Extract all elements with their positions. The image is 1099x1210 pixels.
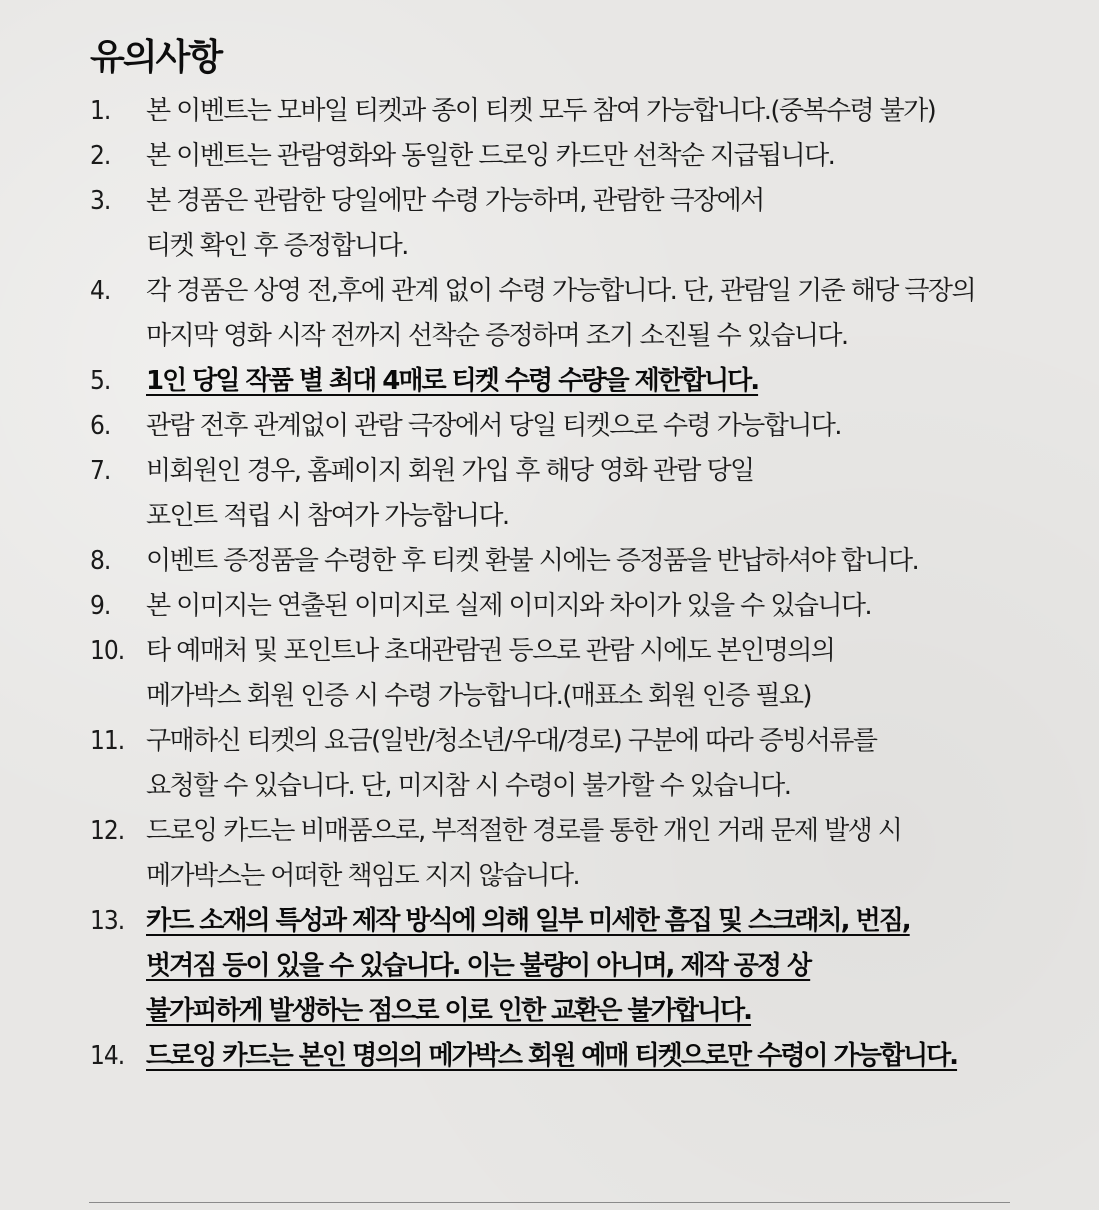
notice-text [146, 584, 871, 629]
notice-item [90, 584, 1010, 629]
notice-text [146, 269, 975, 359]
notice-text-line: 카드 소재의 특성과 제작 방식에 의해 일부 미세한 흠집 및 스크래치, 번짐, [146, 906, 910, 936]
notice-text-line: 본 이벤트는 관람영화와 동일한 드로잉 카드만 선착순 지급됩니다. [146, 141, 835, 171]
notice-number: 14. [90, 1041, 125, 1071]
notice-number: 5. [90, 366, 111, 396]
notice-text [146, 809, 901, 899]
notice-text-line: 불가피하게 발생하는 점으로 이로 인한 교환은 불가합니다. [146, 996, 751, 1026]
notice-text-line: 메가박스 회원 인증 시 수령 가능합니다.(매표소 회원 인증 필요) [146, 681, 811, 711]
divider [89, 1202, 1010, 1203]
notice-number: 6. [90, 411, 111, 441]
notice-text [146, 179, 764, 269]
notice-list [90, 89, 1010, 1079]
notice-text-line: 마지막 영화 시작 전까지 선착순 증정하며 조기 소진될 수 있습니다. [146, 321, 848, 351]
page-title: 유의사항 [90, 37, 222, 79]
notice-text-line: 티켓 확인 후 증정합니다. [146, 231, 408, 261]
notice-item [90, 89, 1010, 134]
notice-text-line: 관람 전후 관계없이 관람 극장에서 당일 티켓으로 수령 가능합니다. [146, 411, 841, 441]
notice-item [90, 404, 1010, 449]
notice-text [146, 899, 910, 1034]
notice-text-line: 타 예매처 및 포인트나 초대관람권 등으로 관람 시에도 본인명의의 [146, 636, 835, 666]
notice-number: 12. [90, 816, 125, 846]
notice-item [90, 1034, 1010, 1079]
notice-text [146, 1034, 957, 1079]
notice-text-line: 본 이미지는 연출된 이미지로 실제 이미지와 차이가 있을 수 있습니다. [146, 591, 872, 621]
notice-number: 13. [90, 906, 125, 936]
notice-item [90, 179, 1010, 269]
notice-text-line: 이벤트 증정품을 수령한 후 티켓 환불 시에는 증정품을 반납하셔야 합니다. [146, 546, 919, 576]
notice-number: 7. [90, 456, 111, 486]
notice-text-line: 본 이벤트는 모바일 티켓과 종이 티켓 모두 참여 가능합니다.(중복수령 불가) [146, 96, 936, 126]
notice-text [146, 719, 876, 809]
notice-number: 1. [90, 96, 111, 126]
notice-number: 8. [90, 546, 111, 576]
notice-number: 9. [90, 591, 111, 621]
notice-text [146, 629, 834, 719]
notice-number: 2. [90, 141, 111, 171]
notice-number: 11. [90, 726, 125, 756]
notice-item [90, 449, 1010, 539]
notice-text [146, 404, 841, 449]
notice-item [90, 269, 1010, 359]
notice-text-line: 드로잉 카드는 본인 명의의 메가박스 회원 예매 티켓으로만 수령이 가능합니다. [146, 1041, 958, 1071]
notice-text [146, 89, 935, 134]
notice-text-line: 벗겨짐 등이 있을 수 있습니다. 이는 불량이 아니며, 제작 공정 상 [146, 951, 811, 981]
notice-text-line: 비회원인 경우, 홈페이지 회원 가입 후 해당 영화 관람 당일 [146, 456, 754, 486]
notice-text-line: 메가박스는 어떠한 책임도 지지 않습니다. [146, 861, 580, 891]
notice-text-line: 각 경품은 상영 전,후에 관계 없이 수령 가능합니다. 단, 관람일 기준 해당 극장의 [146, 276, 975, 306]
notice-text-line: 본 경품은 관람한 당일에만 수령 가능하며, 관람한 극장에서 [146, 186, 764, 216]
notice-item [90, 359, 1010, 404]
notice-text [146, 134, 834, 179]
notice-item [90, 539, 1010, 584]
notice-number: 4. [90, 276, 111, 306]
notice-text [146, 449, 754, 539]
notice-text-line: 1인 당일 작품 별 최대 4매로 티켓 수령 수량을 제한합니다. [146, 366, 759, 396]
notice-number: 10. [90, 636, 125, 666]
notice-item [90, 134, 1010, 179]
notice-text [146, 359, 758, 404]
notice-text [146, 539, 918, 584]
notice-text-line: 드로잉 카드는 비매품으로, 부적절한 경로를 통한 개인 거래 문제 발생 시 [146, 816, 902, 846]
notice-number: 3. [90, 186, 111, 216]
notice-text-line: 포인트 적립 시 참여가 가능합니다. [146, 501, 509, 531]
notice-item [90, 629, 1010, 719]
notice-item [90, 719, 1010, 809]
notice-text-line: 구매하신 티켓의 요금(일반/청소년/우대/경로) 구분에 따라 증빙서류를 [146, 726, 877, 756]
notice-item [90, 899, 1010, 1034]
notice-item [90, 809, 1010, 899]
notice-text-line: 요청할 수 있습니다. 단, 미지참 시 수령이 불가할 수 있습니다. [146, 771, 791, 801]
